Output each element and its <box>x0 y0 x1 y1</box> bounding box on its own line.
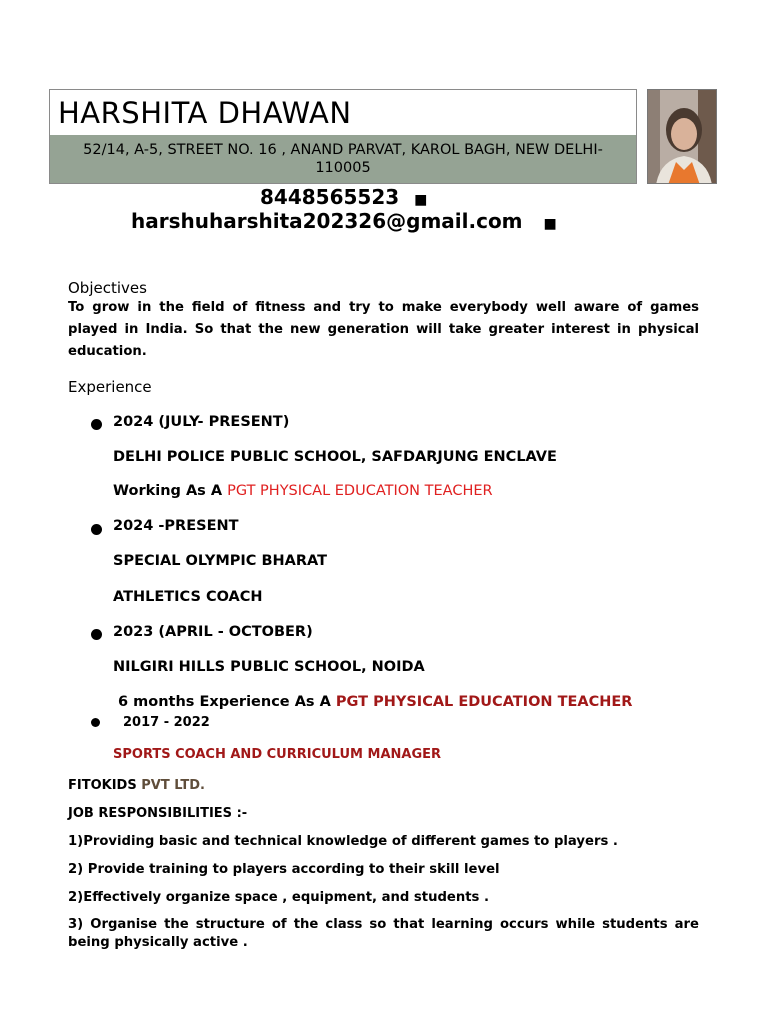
entry-3-role <box>118 694 632 710</box>
entry-3-role-prefix: 6 months Experience As A <box>118 694 336 710</box>
phone-line <box>260 185 427 209</box>
bullet-icon <box>91 419 102 430</box>
bullet-icon <box>91 524 102 535</box>
entry-1-role-title: PGT PHYSICAL EDUCATION TEACHER <box>227 483 493 499</box>
address-line-2: 110005 <box>315 160 371 176</box>
entry-4-role: SPORTS COACH AND CURRICULUM MANAGER <box>113 747 442 762</box>
entry-4-org-name: FITOKIDS <box>68 778 142 793</box>
bullet-icon <box>91 629 102 640</box>
entry-2-org: SPECIAL OLYMPIC BHARAT <box>113 553 328 569</box>
entry-1-org: DELHI POLICE PUBLIC SCHOOL, SAFDARJUNG ENCLAVE <box>113 449 557 465</box>
address-line-1: 52/14, A-5, STREET NO. 16 , ANAND PARVAT, KAROL BAGH, NEW DELHI- <box>83 142 603 158</box>
bullet-icon <box>91 718 100 727</box>
email-line <box>131 209 557 233</box>
entry-1-role-prefix: Working As A <box>113 483 228 499</box>
responsibility-item: 2)Effectively organize space , equipment, and students . <box>68 890 489 905</box>
objectives-heading: Objectives <box>68 279 147 297</box>
entry-1-role <box>113 483 493 499</box>
entry-4-org <box>68 778 205 793</box>
experience-heading: Experience <box>68 378 152 396</box>
square-bullet-icon: ■ <box>543 216 557 232</box>
responsibility-item: 2) Provide training to players according to their skill level <box>68 862 500 877</box>
address-band <box>50 135 636 183</box>
entry-3-org: NILGIRI HILLS PUBLIC SCHOOL, NOIDA <box>113 659 425 675</box>
entry-2-period: 2024 -PRESENT <box>113 518 239 534</box>
profile-photo <box>647 89 717 184</box>
entry-4-period: 2017 - 2022 <box>123 715 210 730</box>
responsibility-item: 3) Organise the structure of the class so that learning occurs while students are being physically active . <box>68 917 699 950</box>
entry-4-org-suffix: PVT LTD. <box>141 778 205 793</box>
entry-3-role-title: PGT PHYSICAL EDUCATION TEACHER <box>335 694 633 710</box>
objectives-text: To grow in the field of fitness and try to make everybody well aware of games played in India. So that the new generation will take greater interest in physical education. <box>68 300 699 359</box>
header-box <box>49 89 637 184</box>
entry-1-period: 2024 (JULY- PRESENT) <box>113 414 290 430</box>
square-bullet-icon: ■ <box>414 192 428 208</box>
entry-3-period: 2023 (APRIL - OCTOBER) <box>113 624 313 640</box>
responsibilities-heading: JOB RESPONSIBILITIES :- <box>68 806 248 821</box>
portrait-image <box>648 90 717 184</box>
entry-2-role: ATHLETICS COACH <box>113 589 263 605</box>
responsibility-item: 1)Providing basic and technical knowledge of different games to players . <box>68 834 618 849</box>
candidate-name: HARSHITA DHAWAN <box>58 96 352 130</box>
email-address: harshuharshita202326@gmail.com <box>131 209 523 233</box>
phone-number: 8448565523 <box>260 185 400 209</box>
